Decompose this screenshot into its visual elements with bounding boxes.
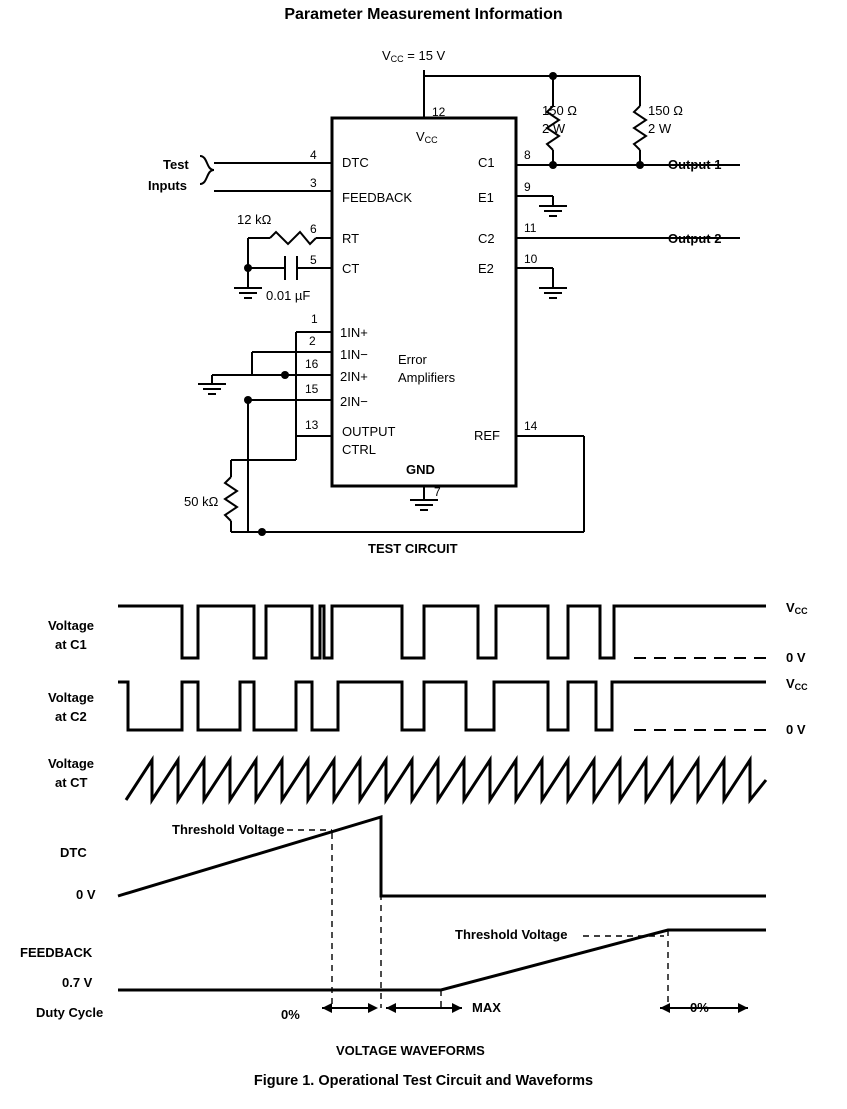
voltage-waveforms-section-label: VOLTAGE WAVEFORMS [336, 1043, 485, 1058]
pin-number-15: 15 [305, 382, 319, 396]
test-circuit-section-label: TEST CIRCUIT [368, 541, 458, 556]
waveform-c2-top-label: $V_{CC}$ [786, 676, 808, 692]
feedback-label: FEEDBACK [20, 945, 93, 960]
waveform-c1-bottom-label: 0 V [786, 650, 806, 665]
pin-label-feedback: FEEDBACK [342, 190, 413, 205]
pin-number-8: 8 [524, 148, 531, 162]
dtc-label: DTC [60, 845, 87, 860]
duty-cycle-mark-0pct-left: 0% [281, 1007, 300, 1022]
pin-label-e1: E1 [478, 190, 494, 205]
figure-caption: Figure 1. Operational Test Circuit and Waveforms [253, 1073, 594, 1089]
capacitor-ct-value: 0.01 µF [266, 288, 311, 303]
pin-number-7: 7 [434, 485, 441, 499]
vcc-supply-label: $V_{CC} = 15$ V [382, 48, 446, 64]
pin-label-c1: C1 [478, 155, 495, 170]
pin-number-11: 11 [524, 221, 537, 235]
pin-label-c2: C2 [478, 231, 495, 246]
pin-label-1in-plus: 1IN+ [340, 325, 368, 340]
duty-cycle-mark-max: MAX [472, 1000, 501, 1015]
pin-number-13: 13 [305, 418, 319, 432]
output-1-label: Output 1 [668, 157, 722, 172]
pin-number-14: 14 [524, 419, 538, 433]
test-inputs-label-2: Inputs [148, 178, 187, 193]
resistor-rt-value: 12 kΩ [237, 212, 272, 227]
pin-number-1: 1 [311, 312, 318, 326]
resistor-load-1-value-1: 150 Ω [542, 103, 578, 118]
output-2-label: Output 2 [668, 231, 722, 246]
dtc-threshold-voltage-label: Threshold Voltage [172, 822, 285, 837]
pin-label-1in-minus: 1IN− [340, 347, 368, 362]
pin-number-4: 4 [310, 148, 317, 162]
pin-label-output-ctrl-2: CTRL [342, 442, 376, 457]
resistor-load-2-value-2: 2 W [648, 121, 672, 136]
duty-cycle-mark-0pct-right: 0% [690, 1000, 709, 1015]
test-inputs-label-1: Test [163, 157, 189, 172]
pin-number-9: 9 [524, 180, 531, 194]
waveform-c2-bottom-label: 0 V [786, 722, 806, 737]
pin-label-e2: E2 [478, 261, 494, 276]
waveform-label-c1-line1: Voltage [48, 618, 94, 633]
pin-label-rt: RT [342, 231, 360, 246]
error-amplifiers-label-1: Error [398, 352, 427, 367]
dtc-zero-label: 0 V [76, 887, 96, 902]
pin-number-6: 6 [310, 222, 317, 236]
pin-label-ref: REF [474, 428, 500, 443]
pin-number-12: 12 [432, 105, 446, 119]
feedback-zero-label: 0.7 V [62, 975, 93, 990]
waveform-label-ct-line2: at CT [55, 775, 88, 790]
pin-label-2in-plus: 2IN+ [340, 369, 368, 384]
waveform-c1-top-label: $V_{CC}$ [786, 600, 808, 616]
pin-number-10: 10 [524, 252, 538, 266]
pin-label-ct: CT [342, 261, 360, 276]
pin-label-dtc: DTC [342, 155, 369, 170]
pin-number-5: 5 [310, 253, 317, 267]
waveform-label-c1-line2: at C1 [55, 637, 87, 652]
pin-label-output-ctrl-1: OUTPUT [342, 424, 396, 439]
error-amplifiers-label-2: Amplifiers [398, 370, 456, 385]
feedback-threshold-voltage-label: Threshold Voltage [455, 927, 568, 942]
waveform-label-ct-line1: Voltage [48, 756, 94, 771]
resistor-load-1-value-2: 2 W [542, 121, 566, 136]
duty-cycle-label: Duty Cycle [36, 1005, 104, 1020]
pin-label-2in-minus: 2IN− [340, 394, 368, 409]
waveform-label-c2-line1: Voltage [48, 690, 94, 705]
waveform-label-c2-line2: at C2 [55, 709, 87, 724]
pin-number-2: 2 [309, 334, 316, 348]
page-title: Parameter Measurement Information [284, 6, 563, 23]
pin-number-3: 3 [310, 176, 317, 190]
resistor-load-2-value-1: 150 Ω [648, 103, 684, 118]
gnd-label: GND [406, 462, 435, 477]
resistor-output-ctrl-value: 50 kΩ [184, 494, 219, 509]
pin-label-vcc: $V_{CC}$ [416, 129, 438, 145]
pin-number-16: 16 [305, 357, 319, 371]
